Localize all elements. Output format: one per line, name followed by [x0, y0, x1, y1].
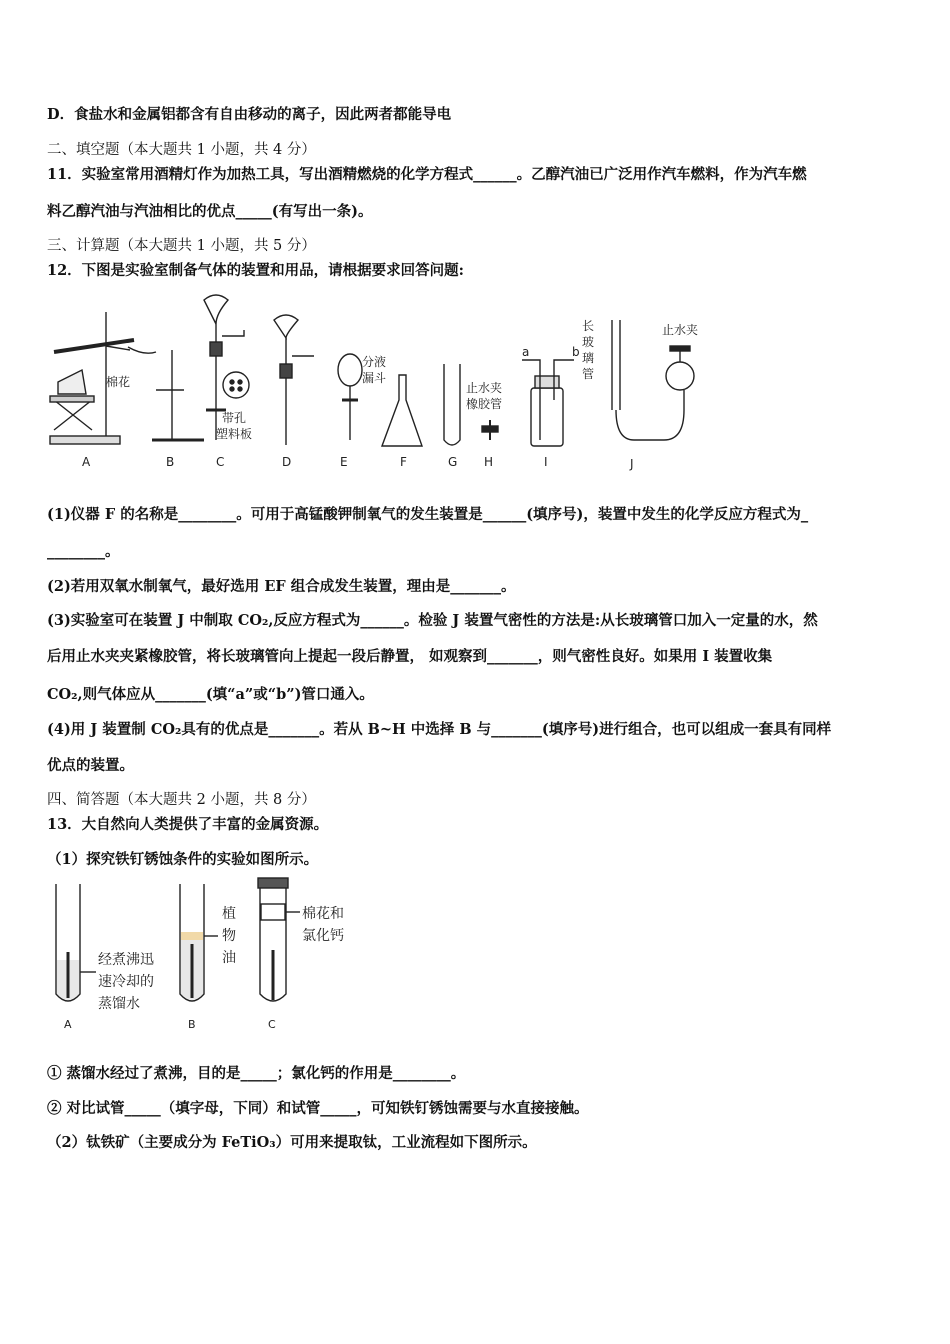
stopper-c2 — [258, 878, 288, 888]
question-12-title: 12．下图是实验室制备气体的装置和用品，请根据要求回答问题: — [47, 262, 465, 279]
question-13-blank-2: ② 对比试管_____（填字母，下同）和试管_____，可知铁钉锈蚀需要与水直接接触。 — [47, 1100, 589, 1117]
stopper-d — [280, 364, 292, 378]
plate-label-2: 塑料板 — [216, 427, 253, 441]
part-1-line-1: (1)仪器 F 的名称是________。可用于高锰酸钾制氧气的发生装置是______(填序号)，装置中发生的化学反应方程式为_ — [47, 506, 809, 523]
cotton-label: 棉花 — [106, 375, 131, 389]
part-4-line-2: 优点的装置。 — [47, 757, 134, 774]
label-c: C — [216, 455, 225, 469]
oil-label-1: 植 — [222, 906, 236, 922]
part-1-line-2: ________。 — [47, 543, 120, 560]
oil-label-2: 物 — [222, 928, 236, 944]
cacl2-label-2: 氯化钙 — [302, 928, 344, 944]
part-3-line-3: CO₂,则气体应从_______(填“a”或“b”)管口通入。 — [47, 686, 374, 703]
part-3-line-2: 后用止水夹夹紧橡胶管，将长玻璃管向上提起一段后静置， 如观察到_______，则气密性良好。如果用 I 装置收集 — [47, 648, 773, 665]
line-option-d: D．食盐水和金属铝都含有自由移动的离子，因此两者都能导电 — [47, 106, 452, 123]
cacl2-layer — [261, 904, 285, 920]
part-2: (2)若用双氧水制氧气，最好选用 EF 组合成发生装置，理由是_______。 — [47, 578, 516, 595]
label-e: E — [340, 455, 348, 469]
test-tube-g — [444, 364, 460, 445]
plate-icon — [223, 372, 249, 398]
label-b: B — [166, 455, 175, 469]
water-label-3: 蒸馏水 — [98, 996, 140, 1012]
tube-label-a: A — [64, 1018, 72, 1031]
section-3-heading: 三、计算题（本大题共 1 小题，共 5 分） — [47, 238, 316, 254]
cacl2-label-1: 棉花和 — [302, 906, 344, 922]
port-b-label: b — [572, 345, 580, 359]
water-label-2: 速冷却的 — [98, 974, 154, 990]
oil-layer — [181, 932, 203, 940]
delivery-tube-a — [128, 347, 156, 353]
part-4-line-1: (4)用 J 装置制 CO₂具有的优点是_______。若从 B~H 中选择 B 与_______(填序号)进行组合，也可以组成一套具有同样 — [47, 721, 832, 738]
question-13-part-2: （2）钛铁矿（主要成分为 FeTiO₃）可用来提取钛，工业流程如下图所示。 — [47, 1134, 537, 1151]
part-3-line-1: (3)实验室可在装置 J 中制取 CO₂,反应方程式为______。检验 J 装置气密性的方法是:从长玻璃管口加入一定量的水，然 — [47, 612, 818, 629]
long-funnel-c — [204, 295, 228, 324]
jack-top — [50, 396, 94, 402]
funnel-label-2: 漏斗 — [362, 371, 387, 385]
stopper-i — [535, 376, 559, 388]
oil-label-3: 油 — [222, 950, 236, 966]
clamp-a — [106, 346, 130, 350]
question-11-line-1: 11．实验室常用酒精灯作为加热工具，写出酒精燃烧的化学方程式______。乙醇汽油已广泛用作汽车燃料，作为汽车燃 — [47, 166, 807, 183]
long-tube-label-4: 管 — [582, 367, 595, 381]
water-label-1: 经煮沸迅 — [98, 952, 154, 968]
tube-label-h: 橡胶管 — [466, 397, 503, 411]
question-11-line-2: 料乙醇汽油与汽油相比的优点_____(有写出一条)。 — [47, 203, 373, 220]
rusting-figure — [50, 874, 370, 1034]
bulb-j — [666, 362, 694, 390]
label-g: G — [448, 455, 458, 469]
question-13-part-1: （1）探究铁钉锈蚀条件的实验如图所示。 — [47, 851, 319, 868]
tube-label-b: B — [188, 1018, 196, 1031]
alcohol-lamp — [58, 370, 86, 394]
question-13-title: 13．大自然向人类提供了丰富的金属资源。 — [47, 816, 329, 833]
pinch-clip-j — [670, 346, 690, 351]
label-f: F — [400, 455, 407, 469]
outlet-c — [222, 330, 244, 336]
clip-label-h: 止水夹 — [466, 381, 503, 395]
plate-label-1: 带孔 — [222, 411, 247, 425]
apparatus-figure — [44, 290, 734, 475]
pinch-clip-h — [482, 426, 498, 432]
section-4-heading: 四、简答题（本大题共 2 小题，共 8 分） — [47, 792, 316, 808]
funnel-label-1: 分液 — [362, 355, 387, 369]
long-tube-label-3: 璃 — [582, 351, 595, 365]
label-i: I — [544, 455, 548, 469]
clip-label-j: 止水夹 — [662, 323, 699, 337]
gas-bottle-i — [531, 388, 563, 446]
label-j: J — [630, 457, 634, 471]
conical-flask — [382, 375, 422, 446]
question-13-blank-1: ① 蒸馏水经过了煮沸，目的是_____；氯化钙的作用是________。 — [47, 1065, 466, 1082]
port-a-label: a — [522, 345, 530, 359]
tube-label-c: C — [268, 1018, 276, 1031]
stopper-c — [210, 342, 222, 356]
label-h: H — [484, 455, 494, 469]
long-tube-label-1: 长 — [582, 319, 595, 333]
rubber-tube-j — [616, 390, 684, 440]
section-2-heading: 二、填空题（本大题共 1 小题，共 4 分） — [47, 142, 316, 158]
stand-base-a — [50, 436, 120, 444]
label-d: D — [282, 455, 292, 469]
label-a: A — [82, 455, 91, 469]
separatory-funnel-e — [338, 354, 362, 386]
funnel-d — [274, 315, 298, 338]
lab-jack — [54, 400, 92, 430]
test-tube-a — [54, 340, 134, 352]
long-tube-label-2: 玻 — [582, 335, 595, 349]
